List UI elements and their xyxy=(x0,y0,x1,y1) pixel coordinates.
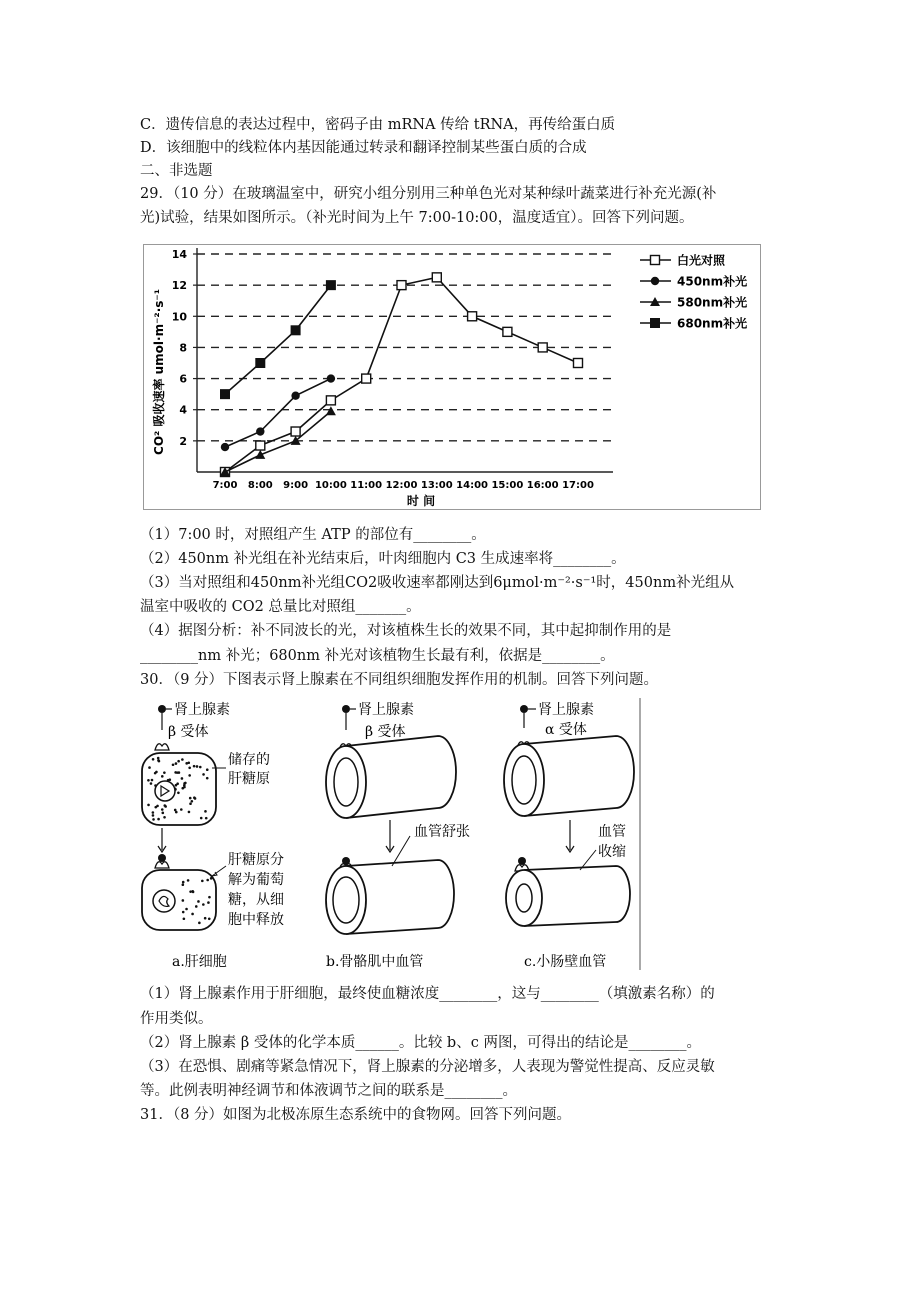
y-tick-label: 6 xyxy=(179,372,187,386)
q30-part-2: （2）肾上腺素 β 受体的化学本质______。比较 b、c 两图，可得出的结论是________。 xyxy=(140,1035,701,1051)
glycogen-dot xyxy=(148,766,151,769)
glycogen-dot xyxy=(187,879,190,882)
a-receptor-icon xyxy=(155,744,169,750)
data-point xyxy=(291,325,301,335)
glycogen-dot xyxy=(161,812,164,815)
data-point xyxy=(327,374,335,382)
y-tick-label: 14 xyxy=(171,248,187,261)
q30-part-3a: （3）在恐惧、剧痛等紧急情况下，肾上腺素的分泌增多，人表现为警觉性提高、反应灵敏 xyxy=(140,1059,715,1075)
b-effect-label: 血管舒张 xyxy=(414,824,470,840)
glycogen-dot xyxy=(198,922,201,925)
glycogen-dot xyxy=(182,899,185,902)
q30-part-3b: 等。此例表明神经调节和体液调节之间的联系是________。 xyxy=(140,1083,517,1099)
x-tick-label: 12:00 xyxy=(385,480,418,491)
data-point xyxy=(221,443,229,451)
q30-stem: 30．（9 分）下图表示肾上腺素在不同组织细胞发挥作用的机制。回答下列问题。 xyxy=(140,672,659,688)
glycogen-dot xyxy=(163,816,166,819)
glycogen-dot xyxy=(180,808,183,811)
a-release-line-3: 糖，从细 xyxy=(228,892,284,908)
glycogen-dot xyxy=(197,900,200,903)
hormone-dot-icon xyxy=(342,705,350,713)
panel-b-muscle-vessel xyxy=(326,701,470,970)
glycogen-dot xyxy=(155,771,158,774)
glycogen-dot xyxy=(196,765,199,768)
panel-a-liver-cell xyxy=(142,701,284,970)
x-tick-label: 13:00 xyxy=(420,480,453,491)
data-point xyxy=(651,256,660,265)
y-axis-label: CO² 吸收速率 umol·m⁻²·s⁻¹ xyxy=(152,289,166,455)
glycogen-dot xyxy=(147,779,150,782)
x-tick-label: 11:00 xyxy=(350,480,383,491)
glycogen-dot xyxy=(152,818,155,821)
glycogen-dot xyxy=(176,771,179,774)
glycogen-dot xyxy=(181,777,184,780)
data-point xyxy=(574,359,583,368)
y-tick-label: 8 xyxy=(179,341,187,355)
glycogen-dot xyxy=(206,768,209,771)
glycogen-dot xyxy=(202,773,205,776)
b-caption: b.骨骼肌中血管 xyxy=(326,954,424,970)
x-tick-label: 7:00 xyxy=(212,480,238,491)
glycogen-dot xyxy=(147,804,150,807)
data-point xyxy=(291,392,299,400)
a-store-line-2: 肝糖原 xyxy=(228,771,270,787)
glycogen-dot xyxy=(204,810,207,813)
data-point xyxy=(650,318,660,328)
glycogen-dot xyxy=(193,796,196,799)
q29-part-4b: ________nm 补光；680nm 补光对该植物生长最有利，依据是________。 xyxy=(140,648,615,664)
glycogen-dot xyxy=(188,774,191,777)
c-effect-line-1: 血管 xyxy=(598,824,626,840)
x-tick-label: 8:00 xyxy=(247,480,273,491)
glycogen-dot xyxy=(189,797,192,800)
glycogen-dot xyxy=(154,806,157,809)
data-point xyxy=(326,280,336,290)
glycogen-dot xyxy=(199,766,202,769)
c-caption: c.小肠壁血管 xyxy=(524,954,607,970)
glycogen-dot xyxy=(208,917,211,920)
legend-label: 680nm补光 xyxy=(677,316,748,331)
data-point xyxy=(256,441,265,450)
option-c: C．遗传信息的表达过程中，密码子由 mRNA 传给 tRNA，再传给蛋白质 xyxy=(140,117,616,133)
glycogen-dot xyxy=(182,881,185,884)
glycogen-dot xyxy=(183,786,186,789)
legend-label: 白光对照 xyxy=(677,253,726,268)
co2-absorption-chart xyxy=(143,244,761,510)
glycogen-dot xyxy=(200,817,203,820)
glycogen-dot xyxy=(182,911,185,914)
glycogen-dot xyxy=(208,896,211,899)
glycogen-dot xyxy=(181,758,184,761)
glycogen-dot xyxy=(185,908,188,911)
glycogen-dot xyxy=(161,775,164,778)
data-point xyxy=(256,427,264,435)
b-hormone-label: 肾上腺素 xyxy=(358,702,414,718)
data-point xyxy=(468,312,477,321)
c-effect-line-2: 收缩 xyxy=(598,844,626,860)
glycogen-dot xyxy=(202,903,205,906)
glycogen-dot xyxy=(206,879,209,882)
glycogen-dot xyxy=(163,771,166,774)
glycogen-dot xyxy=(204,917,207,920)
x-tick-label: 16:00 xyxy=(526,480,559,491)
c-receptor-label: α 受体 xyxy=(545,722,587,738)
q29-part-1: （1）7:00 时，对照组产生 ATP 的部位有________。 xyxy=(140,527,486,543)
q29-stem-1: 29．（10 分）在玻璃温室中，研究小组分别用三种单色光对某种绿叶蔬菜进行补充光源(补 xyxy=(140,186,717,202)
glycogen-dot xyxy=(185,762,188,765)
option-d: D．该细胞中的线粒体内基因能通过转录和翻译控制某些蛋白质的合成 xyxy=(140,140,587,156)
glycogen-dot xyxy=(205,817,208,820)
glycogen-dot xyxy=(152,758,155,761)
panel-c-intestine-vessel xyxy=(504,701,634,970)
x-tick-label: 14:00 xyxy=(456,480,489,491)
data-point xyxy=(432,273,441,282)
x-tick-labels xyxy=(213,480,594,491)
a-release-line-4: 胞中释放 xyxy=(228,912,284,928)
glycogen-dot xyxy=(191,890,194,893)
glycogen-dot xyxy=(207,901,210,904)
q29-part-3b: 温室中吸收的 CO2 总量比对照组_______。 xyxy=(140,599,421,615)
section-heading: 二、非选题 xyxy=(140,163,213,179)
glycogen-dot xyxy=(157,759,160,762)
glycogen-dot xyxy=(157,818,160,821)
adrenaline-mechanism-figure xyxy=(140,698,650,974)
data-point xyxy=(326,396,335,405)
glycogen-dot xyxy=(175,762,178,765)
q29-part-2: （2）450nm 补光组在补光结束后，叶肉细胞内 C3 生成速率将________。 xyxy=(140,551,626,567)
data-point xyxy=(503,327,512,336)
q29-part-4a: （4）据图分析：补不同波长的光，对该植株生长的效果不同，其中起抑制作用的是 xyxy=(140,623,672,639)
y-tick-label: 4 xyxy=(179,403,187,417)
glycogen-dot xyxy=(188,811,191,814)
hormone-dot-icon xyxy=(158,705,166,713)
glycogen-dot xyxy=(177,760,180,763)
q31-stem: 31．（8 分）如图为北极冻原生态系统中的食物网。回答下列问题。 xyxy=(140,1107,572,1123)
a-release-line-2: 解为葡萄 xyxy=(228,872,284,888)
data-point xyxy=(291,427,300,436)
glycogen-dot xyxy=(193,765,196,768)
glycogen-dot xyxy=(189,802,192,805)
data-point xyxy=(651,277,659,285)
glycogen-dot xyxy=(152,814,155,817)
x-tick-label: 15:00 xyxy=(491,480,524,491)
q29-stem-2: 光)试验，结果如图所示。（补光时间为上午 7:00-10:00，温度适宜）。回答下列问题。 xyxy=(140,210,694,226)
y-tick-label: 10 xyxy=(171,310,187,324)
x-axis-label: 时 间 xyxy=(406,494,436,508)
x-tick-label: 17:00 xyxy=(562,480,594,491)
a-caption: a.肝细胞 xyxy=(172,954,227,970)
y-tick-label: 12 xyxy=(171,279,187,293)
a-receptor-label: β 受体 xyxy=(168,724,209,740)
glycogen-dot xyxy=(206,777,209,780)
hormone-dot-icon xyxy=(520,705,528,713)
x-tick-label: 9:00 xyxy=(283,480,309,491)
a-release-line-1: 肝糖原分 xyxy=(228,852,284,868)
glycogen-dot xyxy=(161,808,164,811)
glycogen-dot xyxy=(151,779,154,782)
glycogen-dot xyxy=(184,782,187,785)
glycogen-dot xyxy=(183,917,186,920)
glycogen-dot xyxy=(163,804,166,807)
glycogen-dot xyxy=(177,791,180,794)
glycogen-dot xyxy=(176,782,179,785)
a-store-line-1: 储存的 xyxy=(228,752,270,768)
glycogen-dot xyxy=(201,880,204,883)
legend-label: 580nm补光 xyxy=(677,295,748,310)
q30-part-1b: 作用类似。 xyxy=(140,1011,213,1027)
data-point xyxy=(220,389,230,399)
data-point xyxy=(255,358,265,368)
data-point xyxy=(538,343,547,352)
glycogen-dot xyxy=(191,800,194,803)
a-hormone-label: 肾上腺素 xyxy=(174,702,230,718)
q29-part-3a: （3）当对照组和450nm补光组CO2吸收速率都刚达到6μmol·m⁻²·s⁻¹时，450nm补光组从 xyxy=(140,575,735,591)
glycogen-dot xyxy=(195,905,198,908)
glycogen-dot xyxy=(182,883,185,886)
glycogen-dot xyxy=(157,757,160,760)
data-point xyxy=(362,374,371,383)
glycogen-dot xyxy=(152,811,155,814)
glycogen-dot xyxy=(175,811,178,814)
glycogen-dot xyxy=(191,913,194,916)
data-point xyxy=(397,281,406,290)
y-tick-label: 2 xyxy=(179,434,187,448)
legend-label: 450nm补光 xyxy=(677,274,748,289)
b-receptor-label: β 受体 xyxy=(365,724,406,740)
q30-part-1a: （1）肾上腺素作用于肝细胞，最终使血糖浓度________，这与________（填激素名称）的 xyxy=(140,986,715,1002)
glycogen-dot xyxy=(172,763,175,766)
c-hormone-label: 肾上腺素 xyxy=(538,702,594,718)
glycogen-dot xyxy=(210,877,213,880)
x-tick-label: 10:00 xyxy=(314,480,347,491)
glycogen-dot xyxy=(150,782,153,785)
glycogen-dot xyxy=(188,766,191,769)
